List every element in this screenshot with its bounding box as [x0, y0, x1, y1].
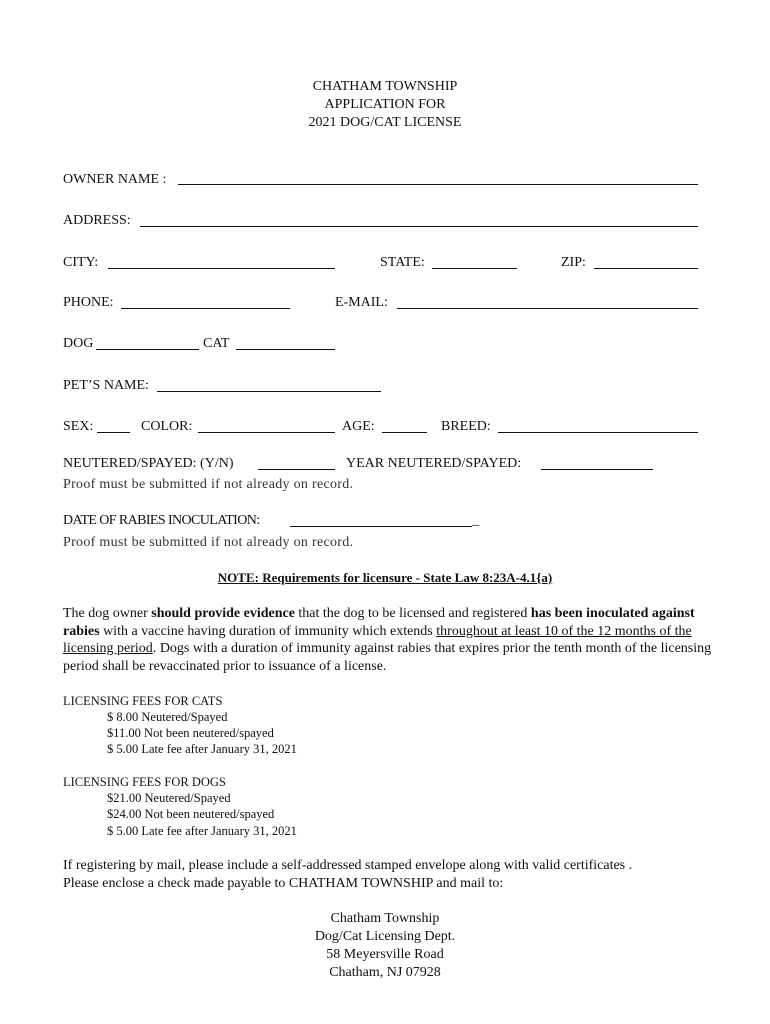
dog-fee-item: $24.00 Not been neutered/spayed [107, 807, 275, 821]
pets-name-field[interactable] [157, 391, 381, 392]
requirements-paragraph: The dog owner should provide evidence that the dog to be licensed and registered has been inoculated against rabies with a vaccine having duration of immunity which extends throughout at least 10 of the 12 months of the licensing period. Dogs with a duration of immunity against rabies that expires prior the tenth month of the licensing period shall be revaccinated prior to issuance of a license. [63, 606, 712, 674]
address-field[interactable] [140, 226, 698, 227]
age-label: AGE: [342, 419, 375, 434]
mail-instructions-line-2: Please enclose a check made payable to CHATHAM TOWNSHIP and mail to: [63, 876, 504, 891]
mailing-address-line-3: 58 Meyersville Road [326, 947, 444, 962]
cat-field[interactable] [236, 349, 335, 350]
email-field[interactable] [397, 308, 698, 309]
state-field[interactable] [432, 268, 517, 269]
city-label: CITY: [63, 255, 99, 270]
color-label: COLOR: [141, 419, 193, 434]
email-label: E-MAIL: [335, 295, 388, 310]
proof-note-rabies: Proof must be submitted if not already on record. [63, 535, 354, 550]
rabies-date-field[interactable] [290, 526, 472, 527]
neutered-field[interactable] [258, 469, 335, 470]
breed-label: BREED: [441, 419, 491, 434]
cat-fees-heading: LICENSING FEES FOR CATS [63, 694, 223, 708]
year-neutered-label: YEAR NEUTERED/SPAYED: [346, 456, 522, 471]
sex-field[interactable] [97, 432, 130, 433]
owner-name-field[interactable] [178, 184, 698, 185]
cat-label: CAT [203, 336, 230, 351]
phone-field[interactable] [121, 308, 290, 309]
form-title-line-1: CHATHAM TOWNSHIP [312, 79, 458, 94]
proof-note-neutered: Proof must be submitted if not already on record. [63, 477, 354, 492]
cat-fee-item: $ 5.00 Late fee after January 31, 2021 [107, 742, 297, 756]
cat-fee-item: $ 8.00 Neutered/Spayed [107, 710, 228, 724]
city-field[interactable] [108, 268, 335, 269]
mailing-address-line-2: Dog/Cat Licensing Dept. [314, 929, 456, 944]
breed-field[interactable] [498, 432, 698, 433]
state-label: STATE: [380, 255, 425, 270]
pets-name-label: PET’S NAME: [63, 378, 149, 393]
dog-fee-item: $ 5.00 Late fee after January 31, 2021 [107, 824, 297, 838]
rabies-date-label: DATE OF RABIES INOCULATION: [63, 513, 260, 528]
mail-instructions-line-1: If registering by mail, please include a self-addressed stamped envelope along with valid certificates . [63, 858, 633, 873]
zip-label: ZIP: [561, 255, 586, 270]
dog-label: DOG [63, 336, 94, 351]
phone-label: PHONE: [63, 295, 114, 310]
dog-fee-item: $21.00 Neutered/Spayed [107, 791, 231, 805]
color-field[interactable] [198, 432, 335, 433]
owner-name-label: OWNER NAME : [63, 172, 167, 187]
neutered-label: NEUTERED/SPAYED: (Y/N) [63, 456, 234, 471]
address-label: ADDRESS: [63, 213, 131, 228]
form-title-line-3: 2021 DOG/CAT LICENSE [308, 115, 462, 130]
mailing-address-line-4: Chatham, NJ 07928 [329, 965, 441, 980]
dog-fees-heading: LICENSING FEES FOR DOGS [63, 775, 226, 789]
form-title-line-2: APPLICATION FOR [324, 97, 446, 112]
cat-fee-item: $11.00 Not been neutered/spayed [107, 726, 274, 740]
age-field[interactable] [382, 432, 427, 433]
requirements-heading: NOTE: Requirements for licensure - State Law 8:23A-4.1{a) [217, 570, 553, 585]
rabies-date-suffix: _ [472, 513, 479, 528]
zip-field[interactable] [594, 268, 698, 269]
dog-field[interactable] [96, 349, 199, 350]
year-neutered-field[interactable] [541, 469, 653, 470]
sex-label: SEX: [63, 419, 94, 434]
mailing-address-line-1: Chatham Township [330, 911, 440, 926]
